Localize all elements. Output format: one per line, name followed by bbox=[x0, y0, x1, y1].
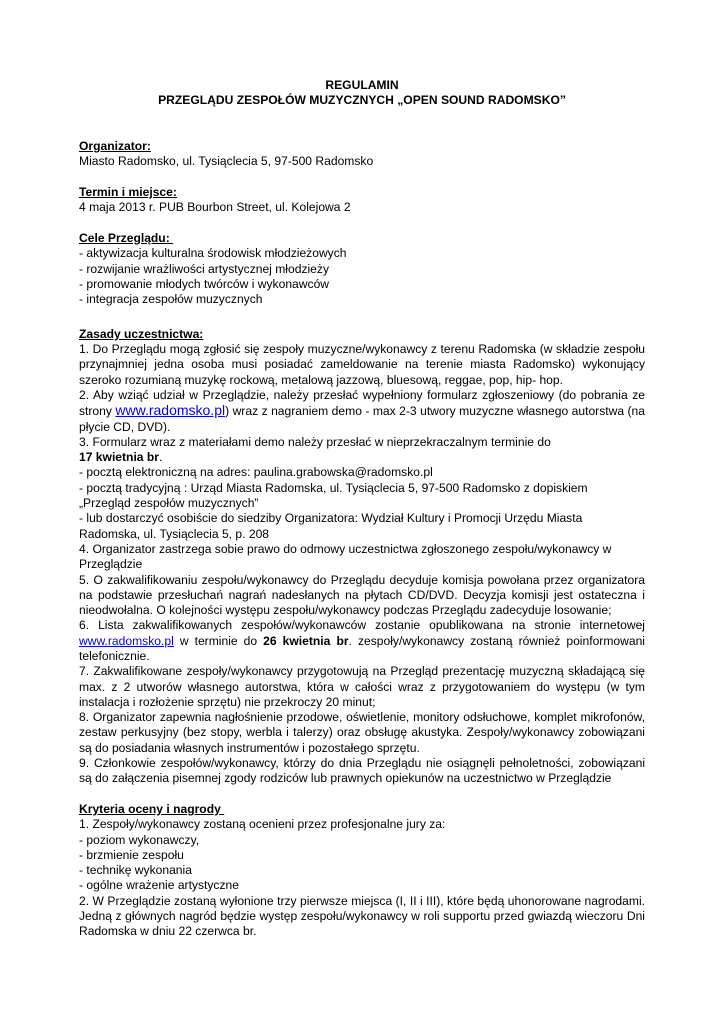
rules-paragraph-9: 9. Członkowie zespołów/wykonawcy, którzy do dnia Przeglądu nie osiągnęli pełnoletności, zobowiązani są do załączenia pisemnej zgody rodziców lub prawnych opiekunów na uczestnictwo w Przeglądzie bbox=[79, 756, 645, 786]
rules-email: - pocztą elektroniczną na adres: paulina.grabowska@radomsko.pl bbox=[79, 465, 433, 480]
rules-paragraph-5: 5. O zakwalifikowaniu zespołu/wykonawcy do Przeglądu decyduje komisja powołana przez organizatora na podstawie przesłuchań nagrań nadesłanych na płytach CD/DVD. Decyzja komisji jest ostateczna i nieodwołalna. O kolejności występu zespołu/wykonawcy podczas Przeglądu zadecyduje losowanie; bbox=[79, 572, 645, 618]
rules-deadline: 17 kwietnia br. bbox=[79, 450, 163, 465]
document-page bbox=[79, 78, 645, 940]
criteria-paragraph-2: 2. W Przeglądzie zostaną wyłonione trzy pierwsze miejsca (I, II i III), które będą uhonorowane nagrodami. Jedną z głównych nagród będzie występ zespołu/wykonawcy w roli supportu przed gwiazdą wieczoru Dni Radomska w dniu 22 czerwca br. bbox=[79, 893, 645, 939]
goals-item: - promowanie młodych twórców i wykonawców bbox=[79, 276, 330, 291]
rules-paragraph-6: 6. Lista zakwalifikowanych zespołów/wykonawców zostanie opublikowana na stronie internetowej www.radomsko.pl w terminie do 26 kwietnia br. zespoły/wykonawcy zostaną również poinformowani telefonicznie. bbox=[79, 618, 645, 663]
radomsko-link[interactable]: www.radomsko.pl bbox=[115, 402, 226, 419]
document-title: REGULAMIN bbox=[325, 78, 399, 92]
criteria-paragraph-1: 1. Zespoły/wykonawcy zostaną ocenieni przez profesjonalne jury za: bbox=[79, 817, 446, 832]
goals-heading: Cele Przeglądu: bbox=[79, 230, 174, 245]
rules-paragraph-2: 2. Aby wziąć udział w Przeglądzie, należy przesłać wypełniony formularz zgłoszeniowy (do pobrania ze strony www.radomsko.pl) wraz z nagraniem demo - max 2-3 utwory muzyczne własnego autorstwa (na płycie CD, DVD). bbox=[79, 387, 645, 434]
goals-item: - integracja zespołów muzycznych bbox=[79, 292, 263, 307]
date-place-heading: Termin i miejsce: bbox=[79, 185, 177, 200]
criteria-item: - poziom wykonawczy, bbox=[79, 832, 200, 847]
radomsko-link-2[interactable]: www.radomsko.pl bbox=[79, 633, 174, 648]
rules-paragraph-7: 7. Zakwalifikowane zespoły/wykonawcy przygotowują na Przegląd prezentację muzyczną składającą się max. z 2 utworów własnego autorstwa, która w całości wraz z przygotowaniem do występu (w tym instalacja i rozłożenie sprzętu) nie przekroczy 20 minut; bbox=[79, 664, 645, 709]
rules-post: - pocztą tradycyjną : Urząd Miasta Radomska, ul. Tysiąclecia 5, 97-500 Radomsko z dopiskiem bbox=[79, 480, 588, 495]
rules-personal: - lub dostarczyć osobiście do siedziby Organizatora: Wydział Kultury i Promocji Urzędu Miasta Radomska, ul. Tysiąclecia 5, p. 208 bbox=[79, 511, 583, 541]
rules-post-note: „Przegląd zespołów muzycznych” bbox=[79, 496, 259, 511]
date-place-text: 4 maja 2013 r. PUB Bourbon Street, ul. Kolejowa 2 bbox=[79, 200, 351, 215]
criteria-item: - ogólne wrażenie artystyczne bbox=[79, 878, 239, 893]
goals-item: - rozwijanie wrażliwości artystycznej młodzieży bbox=[79, 261, 330, 276]
criteria-item: - technikę wykonania bbox=[79, 863, 192, 878]
criteria-heading: Kryteria oceny i nagrody bbox=[79, 801, 225, 816]
organizer-text: Miasto Radomsko, ul. Tysiąclecia 5, 97-500 Radomsko bbox=[79, 154, 374, 169]
rules-paragraph-4: 4. Organizator zastrzega sobie prawo do odmowy uczestnictwa zgłoszonego zespołu/wykonawcy w Przeglądzie bbox=[79, 541, 612, 572]
goals-item: - aktywizacja kulturalna środowisk młodzieżowych bbox=[79, 246, 347, 261]
criteria-item: - brzmienie zespołu bbox=[79, 847, 184, 862]
rules-heading: Zasady uczestnictwa: bbox=[79, 326, 204, 341]
rules-paragraph-3: 3. Formularz wraz z materiałami demo należy przesłać w nieprzekraczalnym terminie do bbox=[79, 434, 551, 449]
rules-paragraph-8: 8. Organizator zapewnia nagłośnienie przodowe, oświetlenie, monitory odsłuchowe, komplet mikrofonów, zestaw perkusyjny (bez stopy, werbla i talerzy) oraz obsługę akustyka. Zespoły/wykonawcy zobowiązani są do posiadania własnych instrumentów i pozostałego sprzętu. bbox=[79, 710, 645, 755]
organizer-heading: Organizator: bbox=[79, 139, 151, 154]
document-subtitle: PRZEGLĄDU ZESPOŁÓW MUZYCZNYCH „OPEN SOUND RADOMSKO” bbox=[158, 93, 566, 108]
rules-paragraph-1: 1. Do Przeglądu mogą zgłosić się zespoły muzyczne/wykonawcy z terenu Radomska (w składzie zespołu przynajmniej jedna osoba musi posiadać zameldowanie na terenie miasta Radomsko) wykonujący szeroko rozumianą muzykę rockową, metalową jazzową, bluesową, reggae, pop, hip- hop. bbox=[79, 342, 645, 387]
